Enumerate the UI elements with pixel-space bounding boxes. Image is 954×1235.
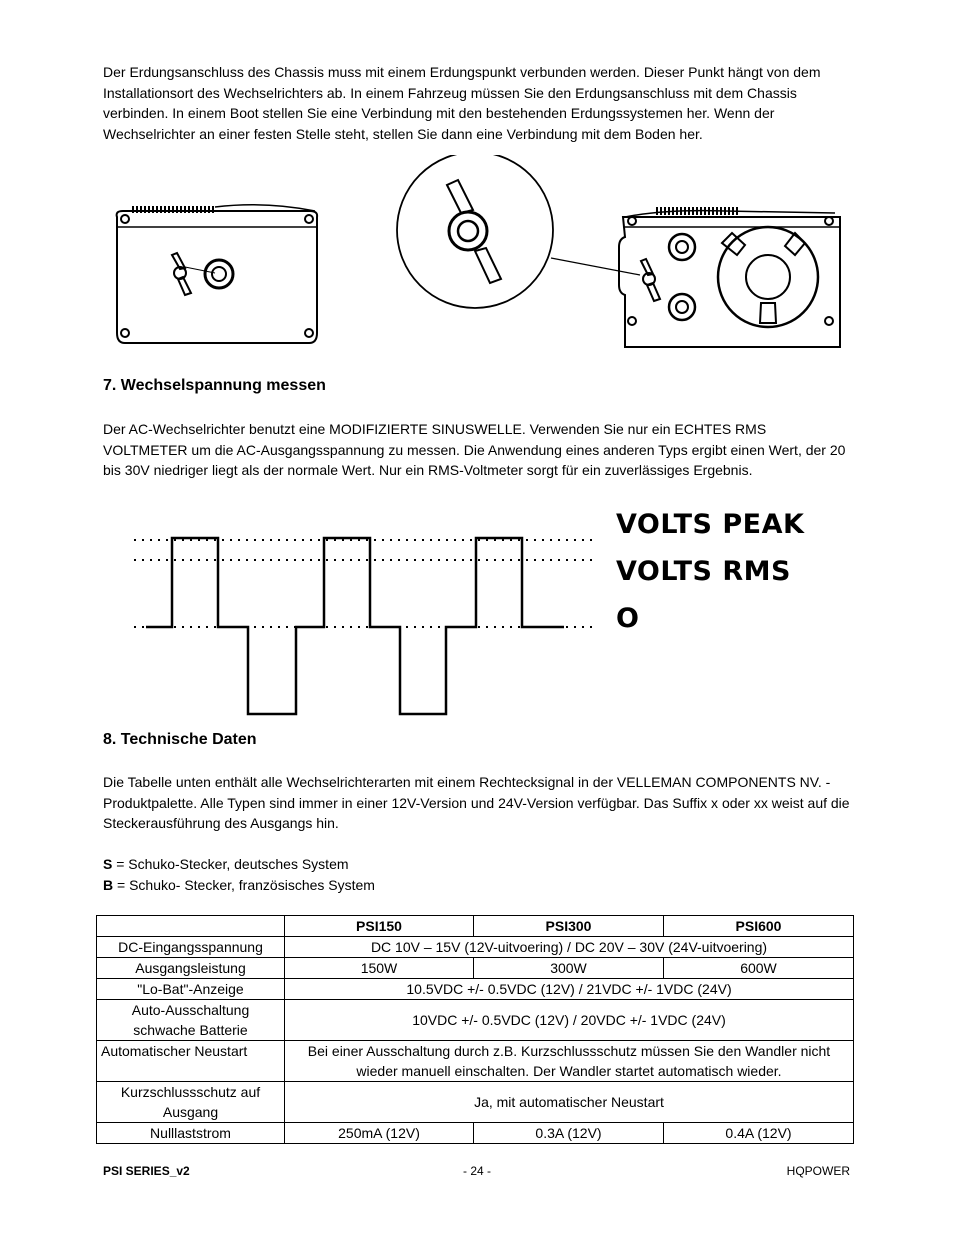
row-label-line: Ausgang <box>162 1104 219 1120</box>
row-label: Ausgangsleistung <box>97 958 285 979</box>
legend-s-key: S <box>103 856 113 872</box>
table-row <box>97 1123 854 1144</box>
section-7-paragraph: Der AC-Wechselrichter benutzt eine MODIFIZIERTE SINUSWELLE. Verwenden Sie nur ein ECHTES RMS VOLTMETER um die AC-Ausgangsspannung zu messen. Die Anwendung eines anderen Typs ergibt einen Wert, der 20 bis 30V niedriger liegt als der normale Wert. Nur ein RMS-Voltmeter sorgt für ein zuverlässiges Ergebnis. <box>103 421 846 478</box>
wing-nut-front <box>641 259 660 301</box>
row-value-line: wieder manuell einschalten. Der Wandler startet automatisch wieder. <box>356 1063 782 1079</box>
row-label: "Lo-Bat"-Anzeige <box>97 979 285 1000</box>
section-8-title: 8. Technische Daten <box>103 731 257 748</box>
table-header-cell: PSI600 <box>664 916 854 937</box>
fan-grille <box>718 227 818 327</box>
section-7-title: 7. Wechselspannung messen <box>103 377 326 394</box>
vent-slots <box>133 206 213 213</box>
row-label-line: Kurzschlussschutz auf <box>120 1084 261 1100</box>
row-label: Automatischer Neustart <box>97 1041 285 1082</box>
row-value: 0.4A (12V) <box>664 1123 854 1144</box>
row-label <box>97 1000 285 1041</box>
table-row <box>97 937 854 958</box>
table-header-row <box>97 916 854 937</box>
section-8-paragraph: Die Tabelle unten enthält alle Wechselrichterarten mit einem Rechtecksignal in der VELLEMAN COMPONENTS NV. -Produktpalette. Alle Typen sind immer in einer 12V-Version und 24V-Version verfügbar. Das Suffix x oder xx weist auf die Steckerausführung des Ausgangs hin. <box>103 774 850 831</box>
magnifier-circle <box>397 155 553 308</box>
wing-nut-small <box>172 253 191 295</box>
row-value: 250mA (12V) <box>285 1123 474 1144</box>
chassis-grounding-figure <box>105 155 850 355</box>
spec-table <box>96 915 854 1144</box>
legend-s-text: = Schuko-Stecker, deutsches System <box>112 856 349 872</box>
row-value: 150W <box>285 958 474 979</box>
legend-b-text: = Schuko- Stecker, französisches System <box>113 876 375 893</box>
footer-left: PSI SERIES_v2 <box>103 1164 190 1178</box>
table-row <box>97 979 854 1000</box>
row-value: 300W <box>474 958 664 979</box>
table-row <box>97 1041 854 1082</box>
wing-nut-magnified <box>447 180 501 283</box>
row-value: 0.3A (12V) <box>474 1123 664 1144</box>
row-label-line: schwache Batterie <box>133 1022 248 1038</box>
modified-sine-wave-figure <box>128 528 608 718</box>
table-row <box>97 958 854 979</box>
waveform <box>146 538 564 714</box>
volts-peak-label: VOLTS PEAK <box>616 509 805 540</box>
row-value <box>285 1041 854 1082</box>
footer-page-number: - 24 - <box>462 1164 491 1178</box>
table-row <box>97 1082 854 1123</box>
inverter-side-view <box>117 211 318 343</box>
row-value: DC 10V – 15V (12V-uitvoering) / DC 20V – 30V (24V-uitvoering) <box>285 937 854 958</box>
row-label: Nulllaststrom <box>97 1123 285 1144</box>
row-value: 10VDC +/- 0.5VDC (12V) / 20VDC +/- 1VDC (24V) <box>285 1000 854 1041</box>
row-value: 10.5VDC +/- 0.5VDC (12V) / 21VDC +/- 1VDC (24V) <box>285 979 854 1000</box>
table-header-cell <box>97 916 285 937</box>
row-label-line: Auto-Ausschaltung <box>131 1002 250 1018</box>
row-label: DC-Eingangsspannung <box>97 937 285 958</box>
row-value: Ja, mit automatischer Neustart <box>285 1082 854 1123</box>
table-header-cell: PSI150 <box>285 916 474 937</box>
row-value: 600W <box>664 958 854 979</box>
footer-right: HQPOWER <box>786 1164 850 1178</box>
intro-paragraph: Der Erdungsanschluss des Chassis muss mit einem Erdungspunkt verbunden werden. Dieser Punkt hängt von dem Installationsort des Wechselrichters ab. In einem Fahrzeug müssen Sie den Erdungsanschluss mit dem Chassis verbinden. In einem Boot stellen Sie eine Verbindung mit den bestehenden Erdungssystemen her. Wenn der Wechselrichter an einer festen Stelle steht, stellen Sie dann eine Verbindung mit dem Boden her. <box>103 64 821 142</box>
volts-rms-label: VOLTS RMS <box>616 556 791 587</box>
legend-b-key: B <box>103 876 114 893</box>
plug-legend <box>103 854 853 895</box>
row-value-line: Bei einer Ausschaltung durch z.B. Kurzschlussschutz müssen Sie den Wandler nicht <box>307 1043 831 1059</box>
row-label <box>97 1082 285 1123</box>
table-header-cell: PSI300 <box>474 916 664 937</box>
table-row <box>97 1000 854 1041</box>
zero-label: O <box>616 603 640 634</box>
